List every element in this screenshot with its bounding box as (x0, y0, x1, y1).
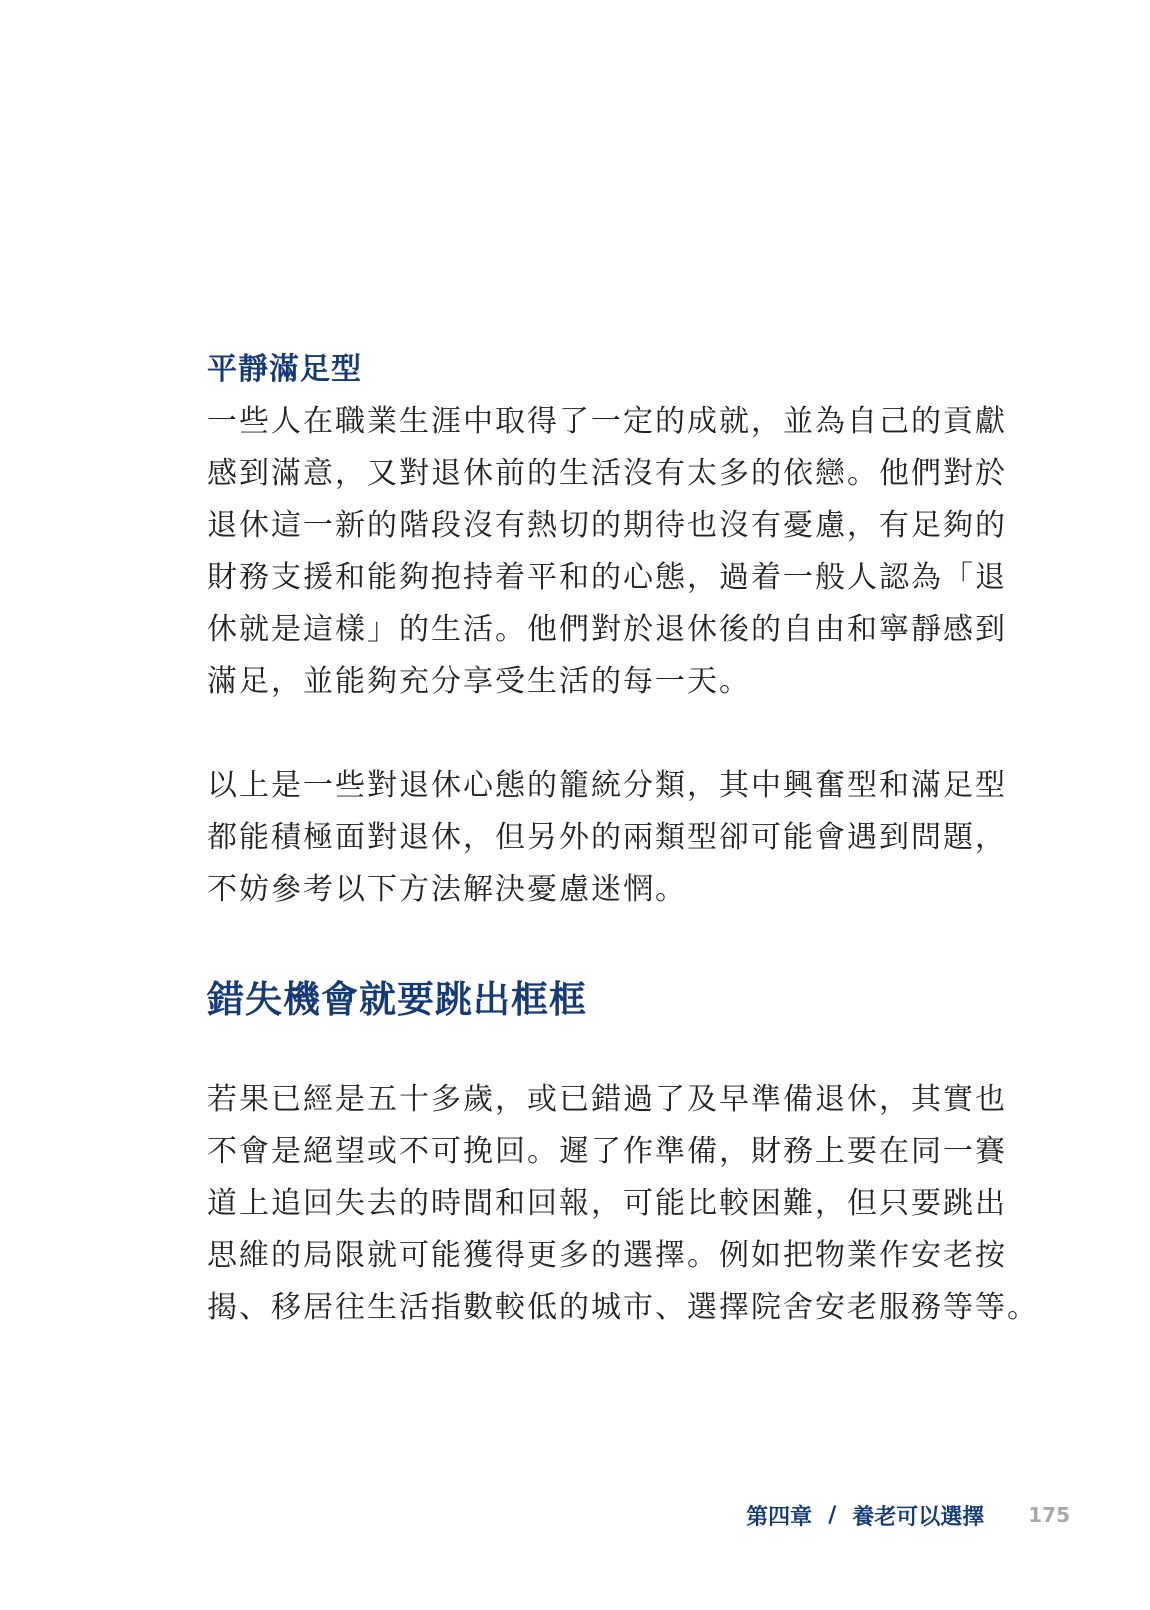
paragraph-line: 感到滿意，又對退休前的生活沒有太多的依戀。他們對於 (207, 456, 1007, 491)
paragraph-line: 道上追回失去的時間和回報，可能比較困難，但只要跳出 (207, 1186, 1007, 1221)
paragraph-1 (207, 396, 1012, 708)
paragraph-line: 滿足，並能夠充分享受生活的每一天。 (207, 664, 751, 699)
paragraph-line: 退休這一新的階段沒有熱切的期待也沒有憂慮，有足夠的 (207, 508, 1007, 543)
paragraph-2 (207, 760, 1012, 916)
page-content (207, 348, 1039, 1334)
footer-chapter: 第四章 (746, 1504, 813, 1530)
paragraph-line: 揭、移居往生活指數較低的城市、選擇院舍安老服務等等。 (207, 1290, 1039, 1325)
paragraph-line: 不妨參考以下方法解決憂慮迷惘。 (207, 872, 687, 907)
section-heading: 錯失機會就要跳出框框 (207, 978, 587, 1021)
paragraph-line: 若果已經是五十多歲，或已錯過了及早準備退休，其實也 (207, 1082, 1007, 1117)
paragraph-line: 休就是這樣」的生活。他們對於退休後的自由和寧靜感到 (207, 612, 1007, 647)
paragraph-line: 以上是一些對退休心態的籠統分類，其中興奮型和滿足型 (207, 768, 1007, 803)
footer-separator: / (828, 1502, 837, 1528)
paragraph-line: 思維的局限就可能獲得更多的選擇。例如把物業作安老按 (207, 1238, 1007, 1273)
paragraph-line: 都能積極面對退休，但另外的兩類型卻可能會遇到問題， (207, 820, 1007, 855)
paragraph-line: 財務支援和能夠抱持着平和的心態，過着一般人認為「退 (207, 560, 1007, 595)
paragraph-3 (207, 1074, 1039, 1334)
footer-chapter-title: 養老可以選擇 (852, 1504, 985, 1530)
subheading: 平靜滿足型 (207, 352, 362, 387)
page-number: 175 (1028, 1503, 1070, 1527)
paragraph-line: 不會是絕望或不可挽回。遲了作準備，財務上要在同一賽 (207, 1134, 1007, 1169)
page-footer (746, 1495, 1070, 1535)
paragraph-line: 一些人在職業生涯中取得了一定的成就，並為自己的貢獻 (207, 404, 1007, 439)
